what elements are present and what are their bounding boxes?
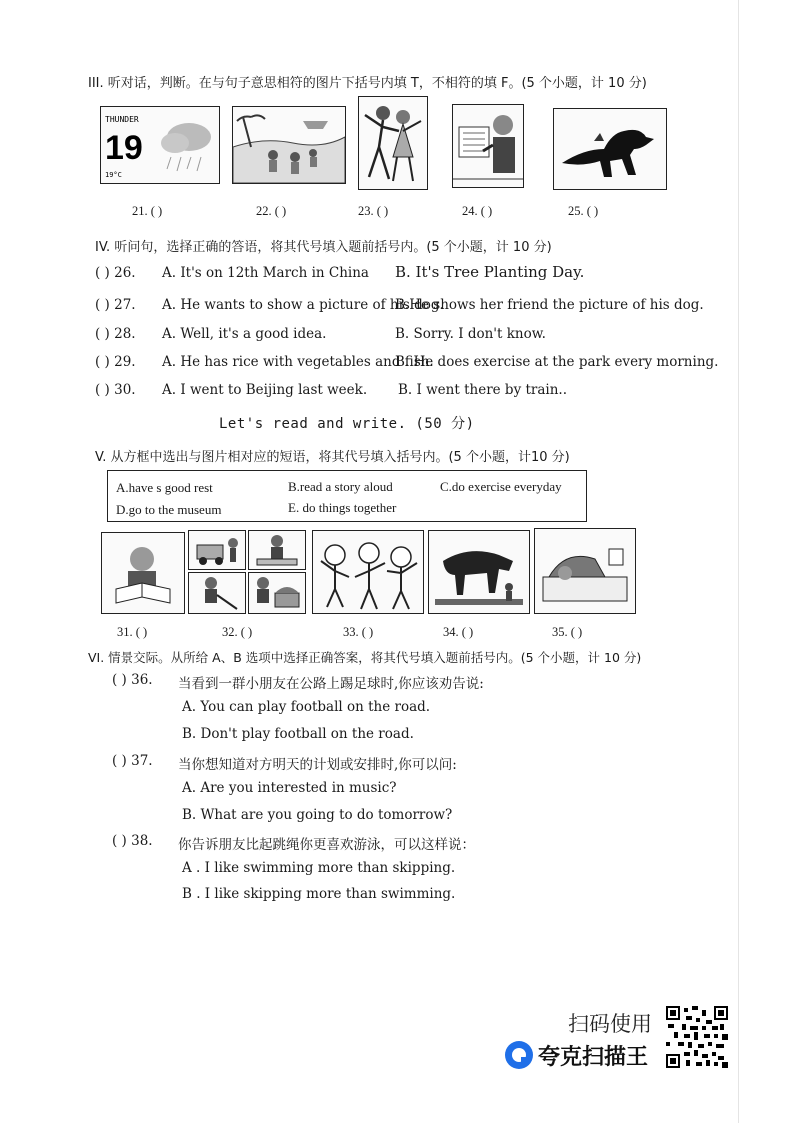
- item-22[interactable]: 22. ( ): [256, 204, 287, 218]
- question-36-number[interactable]: ( ) 36.: [112, 672, 153, 688]
- scanner-logo-icon: [505, 1041, 533, 1069]
- option-c: C.do exercise everyday: [440, 479, 562, 494]
- option-d: D.go to the museum: [116, 502, 222, 517]
- weather-sub: 19°C: [105, 171, 122, 179]
- picture-31-reading: [101, 532, 185, 614]
- picture-34-museum: [428, 530, 530, 614]
- picture-35-resting: [534, 528, 636, 614]
- question-38-option-b: B . I like skipping more than swimming.: [182, 886, 456, 902]
- question-30-option-b: B. I went there by train..: [398, 382, 568, 398]
- option-e: E. do things together: [288, 500, 397, 515]
- picture-32-chores-c: [188, 572, 246, 614]
- weather-word: THUNDER: [105, 115, 139, 124]
- qr-code-icon[interactable]: [666, 1006, 728, 1068]
- section-5-title: V. 从方框中选出与图片相对应的短语，将其代号填入括号内。(5 个小题，计10 分): [95, 450, 570, 465]
- question-36-option-a: A. You can play football on the road.: [182, 699, 431, 715]
- question-37-option-b: B. What are you going to do tomorrow?: [182, 807, 453, 823]
- question-26-option-b: B. It's Tree Planting Day.: [395, 263, 585, 281]
- picture-32-chores-b: [248, 530, 306, 570]
- item-31[interactable]: 31. ( ): [117, 625, 148, 639]
- question-29-option-b: B. He does exercise at the park every morning.: [395, 354, 719, 370]
- section-4-title: IV. 听问句，选择正确的答语，将其代号填入题前括号内。(5 个小题，计 10 分): [95, 240, 552, 255]
- question-29-number[interactable]: ( ) 29.: [95, 354, 136, 370]
- question-29-option-a: A. He has rice with vegetables and fish.: [162, 354, 434, 370]
- section-6-title: VI. 情景交际。从所给 A、B 选项中选择正确答案，将其代号填入题前括号内。(5 个小题，计 10 分): [88, 650, 642, 665]
- picture-33-children: [312, 530, 424, 614]
- question-36-stem: 当看到一群小朋友在公路上踢足球时,你应该劝告说:: [178, 676, 484, 692]
- picture-23-dancing: [358, 96, 428, 190]
- question-38-number[interactable]: ( ) 38.: [112, 833, 153, 849]
- question-36-option-b: B. Don't play football on the road.: [182, 726, 414, 742]
- question-27-number[interactable]: ( ) 27.: [95, 297, 136, 313]
- scanner-slogan: 扫码使用: [568, 1012, 652, 1036]
- picture-21-weather: [100, 106, 220, 184]
- picture-22-beach: [232, 106, 346, 184]
- option-b: B.read a story aloud: [288, 479, 393, 494]
- scan-edge-right: [738, 0, 739, 1123]
- item-24[interactable]: 24. ( ): [462, 204, 493, 218]
- picture-32-chores-d: [248, 572, 306, 614]
- question-37-option-a: A. Are you interested in music?: [182, 780, 397, 796]
- question-37-number[interactable]: ( ) 37.: [112, 753, 153, 769]
- picture-32-chores-a: [188, 530, 246, 570]
- question-37-stem: 当你想知道对方明天的计划或安排时,你可以问:: [178, 757, 457, 773]
- question-38-option-a: A . I like swimming more than skipping.: [182, 860, 456, 876]
- read-write-heading: Let's read and write. (50 分): [219, 416, 475, 432]
- item-35[interactable]: 35. ( ): [552, 625, 583, 639]
- question-28-number[interactable]: ( ) 28.: [95, 326, 136, 342]
- scanner-brand: 夸克扫描王: [538, 1045, 649, 1070]
- item-32[interactable]: 32. ( ): [222, 625, 253, 639]
- question-26-number[interactable]: ( ) 26.: [95, 265, 136, 281]
- picture-24-teacher: [452, 104, 524, 188]
- section-3-title: III. 听对话，判断。在与句子意思相符的图片下括号内填 T，不相符的填 F。(5 个小题，计 10 分): [88, 76, 647, 91]
- picture-25-dinosaur: [553, 108, 667, 190]
- item-21[interactable]: 21. ( ): [132, 204, 163, 218]
- question-28-option-a: A. Well, it's a good idea.: [162, 326, 327, 342]
- question-30-option-a: A. I went to Beijing last week.: [162, 382, 368, 398]
- option-a: A.have s good rest: [116, 480, 213, 495]
- item-33[interactable]: 33. ( ): [343, 625, 374, 639]
- item-25[interactable]: 25. ( ): [568, 204, 599, 218]
- question-38-stem: 你告诉朋友比起跳绳你更喜欢游泳，可以这样说：: [178, 837, 475, 853]
- question-30-number[interactable]: ( ) 30.: [95, 382, 136, 398]
- item-23[interactable]: 23. ( ): [358, 204, 389, 218]
- weather-number: 19: [105, 129, 143, 167]
- question-27-option-a: A. He wants to show a picture of his dog.: [162, 297, 444, 313]
- question-27-option-b: B.He shows her friend the picture of his dog.: [395, 297, 704, 313]
- question-26-option-a: A. It's on 12th March in China: [162, 265, 369, 281]
- question-28-option-b: B. Sorry. I don't know.: [395, 326, 546, 342]
- item-34[interactable]: 34. ( ): [443, 625, 474, 639]
